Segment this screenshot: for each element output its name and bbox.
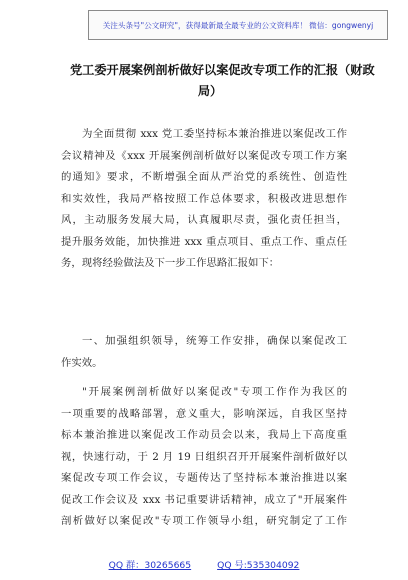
document-title-line: 党工委开展案例剖析做好以案促改专项工作的汇报（财政 [70, 63, 375, 77]
footer-contacts [0, 557, 408, 571]
paragraph-line: 标本兼治推进以案促改工作动员会以来，我局上下高度重 [61, 429, 347, 441]
paragraph-line: 剖析做好以案促改"专项工作领导小组，研究制定了工作 [61, 515, 347, 527]
paragraph-line: 会议精神及《xxx 开展案例剖析做好以案促改专项工作方案 [61, 149, 347, 162]
paragraph-line: 视，快速行动，于 2 月 19 日组织召开开展案件剖析做好以 [61, 450, 347, 463]
paragraph-line: 案促改专项工作会议，专题传达了坚持标本兼治推进以案 [61, 472, 347, 484]
heading-line: 作实效。 [61, 356, 103, 369]
promo-banner [88, 10, 388, 40]
paragraph-line: 一项重要的战略部署，意义重大，影响深远，自我区坚持 [61, 407, 347, 420]
paragraph-line: "开展案例剖析做好以案促改"专项工作作为我区的 [82, 386, 347, 398]
document-title [70, 60, 375, 102]
paragraph-line: 提升服务效能，加快推进 xxx 重点项目、重点工作、重点任 [61, 235, 347, 248]
heading-line: 一、加强组织领导，统筹工作安排，确保以案促改工 [82, 335, 347, 347]
footer-qq-group[interactable]: QQ 群：30265665 [108, 560, 192, 571]
paragraph-line: 的通知》要求，不断增强全面从严治党的系统性、创造性 [61, 171, 347, 183]
paragraph-line: 务，现将经验做法及下一步工作思路汇报如下： [61, 257, 280, 269]
paragraph-line: 为全面贯彻 xxx 党工委坚持标本兼治推进以案促改工作 [82, 128, 347, 140]
promo-banner-wechat: 微信：gongwenyj [309, 20, 374, 30]
body-paragraph-1 [61, 382, 347, 533]
paragraph-line: 和实效性，我局严格按照工作总体要求，积极改进思想作 [61, 192, 347, 205]
paragraph-line: 风，主动服务发展大局，认真履职尽责，强化责任担当， [61, 214, 347, 226]
section-heading-1 [61, 331, 347, 374]
paragraph-line: 促改工作会议及 xxx 书记重要讲话精神，成立了"开展案件 [61, 493, 347, 506]
body-paragraph-intro [61, 124, 347, 275]
footer-qq-number[interactable]: QQ 号:535304092 [217, 560, 300, 571]
promo-banner-text: 关注头条号"公文研究"，获得最新最全最专业的公文资料库！ [102, 20, 308, 30]
document-title-line: 局） [197, 84, 223, 98]
